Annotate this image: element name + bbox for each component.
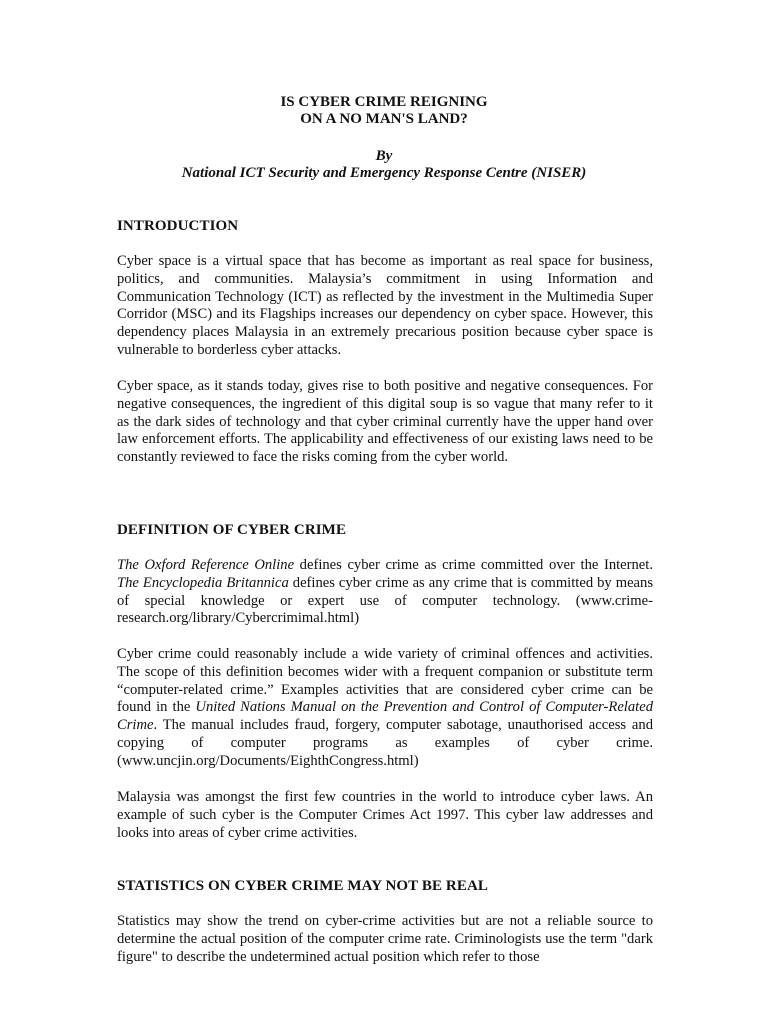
author-line: National ICT Security and Emergency Response Centre (NISER)	[181, 165, 587, 181]
definition-paragraph-2	[117, 646, 653, 771]
heading-introduction: INTRODUCTION	[117, 218, 239, 234]
definition-text-b: defines cyber crime as any crime that is committed by means of special knowledge or expert use of computer technology. (www.crime-research.org/library/Cybercrimimal.html)	[117, 574, 654, 627]
definition-paragraph-1	[117, 557, 653, 628]
un-manual-title: United Nations Manual on the Prevention and Control of Computer-Related Crime	[117, 699, 653, 734]
definition-p2-text-b: . The manual includes fraud, forgery, computer sabotage, unauthorised access and copying of computer programs as examples of cyber crime. (www.uncjin.org/Documents/EighthCongress.html)	[117, 717, 653, 769]
heading-statistics: STATISTICS ON CYBER CRIME MAY NOT BE REAL	[117, 878, 488, 894]
introduction-paragraph-2: Cyber space, as it stands today, gives rise to both positive and negative consequences. For negative consequences, the ingredient of this digital soup is so vague that many refer to it as the dark sides of technology and that cyber criminal currently have the upper hand over law enforcement efforts. The applicability and effectiveness of our existing laws need to be constantly reviewed to face the risks coming from the cyber world.	[117, 378, 653, 466]
heading-definition: DEFINITION OF CYBER CRIME	[117, 522, 347, 538]
introduction-paragraph-1: Cyber space is a virtual space that has become as important as real space for business, politics, and communities. Malaysia’s commitment in using Information and Communication Technology (ICT) as reflected by the investment in the Multimedia Super Corridor (MSC) and its Flagships increases our dependency on cyber space. However, this dependency places Malaysia in an extremely precarious position because cyber space is vulnerable to borderless cyber attacks.	[117, 253, 653, 358]
britannica-title: The Encyclopedia Britannica	[117, 574, 289, 591]
document-title-line-2: ON A NO MAN'S LAND?	[300, 111, 468, 127]
oxford-reference-title: The Oxford Reference Online	[117, 557, 295, 573]
definition-text-a: defines cyber crime as crime committed over the Internet.	[294, 557, 653, 573]
definition-p2-text-a: Cyber crime could reasonably include a wide variety of criminal offences and activities. The scope of this definition becomes wider with a frequent companion or substitute term “computer-related crime.” Examples activities that are considered cyber crime can be found in the	[117, 646, 653, 716]
statistics-paragraph-1: Statistics may show the trend on cyber-crime activities but are not a reliable source to determine the actual position of the computer crime rate. Criminologists use the term "dark figure" to describe the undetermined actual position which refer to those	[117, 913, 653, 965]
definition-paragraph-3: Malaysia was amongst the first few countries in the world to introduce cyber laws. An example of such cyber is the Computer Crimes Act 1997. This cyber law addresses and looks into areas of cyber crime activities.	[117, 789, 653, 841]
document-title-line-1: IS CYBER CRIME REIGNING	[280, 94, 488, 110]
by-label: By	[375, 148, 393, 164]
